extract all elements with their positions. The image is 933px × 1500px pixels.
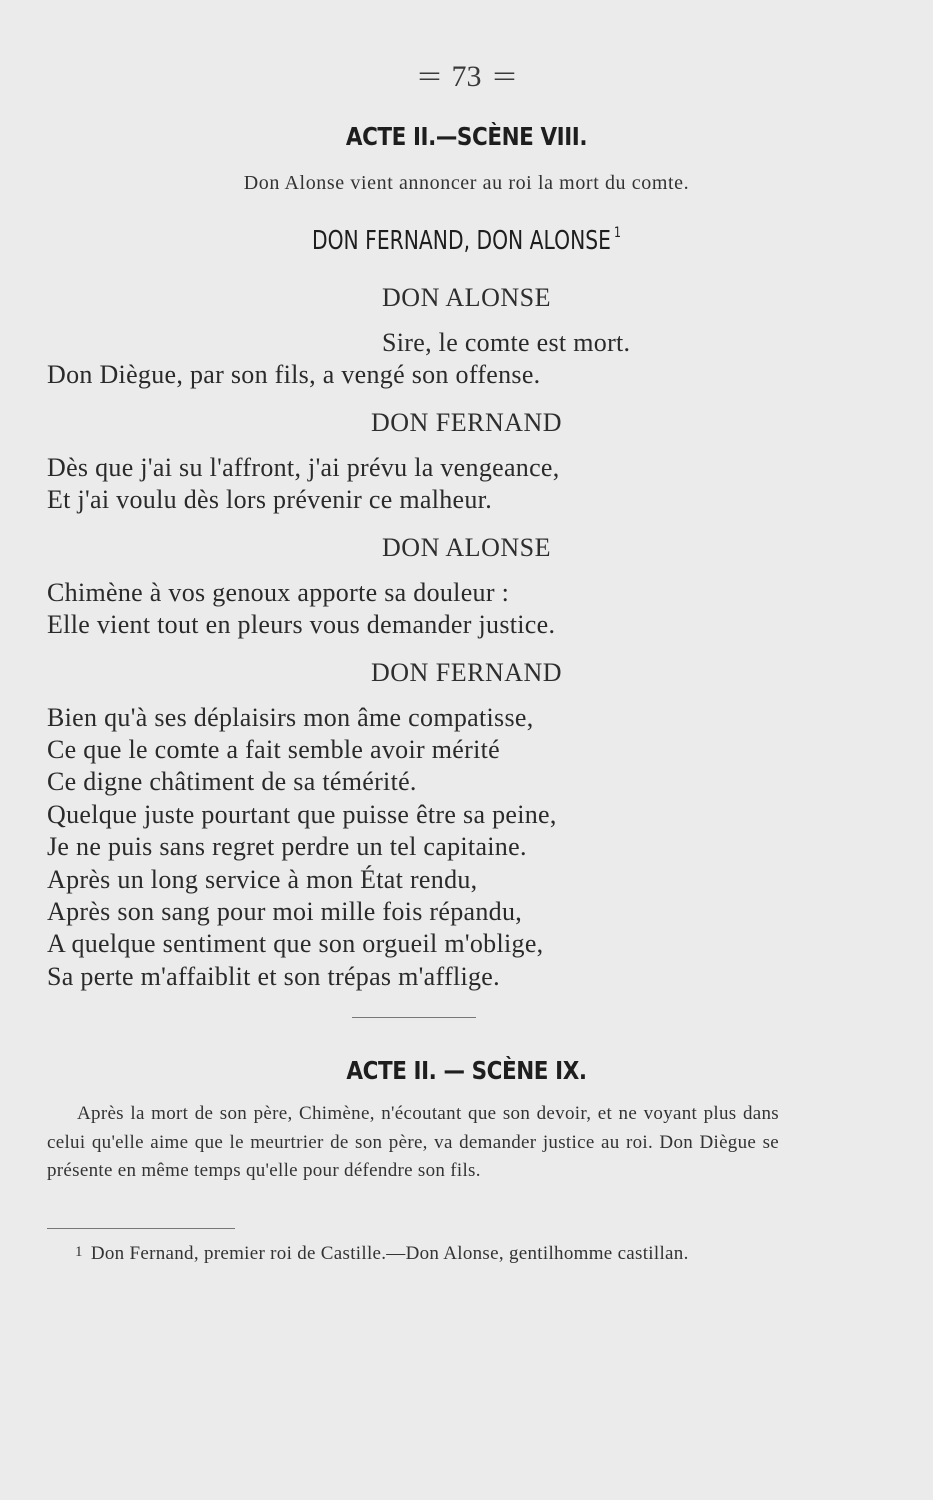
speaker-name: DON ALONSE [382, 283, 551, 312]
scene-9-heading: ACTE II. — SCÈNE IX. [346, 1056, 587, 1085]
page-number [0, 60, 933, 94]
verse-line: Je ne puis sans regret perdre un tel capitaine. [47, 832, 527, 861]
verse-line: Après son sang pour moi mille fois répandu, [47, 897, 523, 926]
section-divider [352, 1017, 476, 1018]
footnote-rule [47, 1228, 235, 1229]
verse-line: Après un long service à mon État rendu, [47, 865, 478, 894]
verse-line: Elle vient tout en pleurs vous demander justice. [47, 610, 556, 639]
speaker-name: DON FERNAND [370, 408, 563, 437]
verse-line: Ce que le comte a fait semble avoir mérité [47, 735, 500, 764]
page-number-ornament-right: = [492, 60, 516, 93]
scene-8-summary: Don Alonse vient annoncer au roi la mort du comte. [243, 172, 690, 194]
scene-8-heading: ACTE II.—SCÈNE VIII. [345, 122, 588, 151]
scene-8-cast [103, 225, 831, 256]
scene-9-summary: Après la mort de son père, Chimène, n'écoutant que son devoir, et ne voyant plus dans celui qu'elle aime que le meurtrier de son père, va demander justice au roi. Don Diègue se présente en même temps qu'elle pour défendre son fils. [47, 1103, 779, 1182]
verse-line: Et j'ai voulu dès lors prévenir ce malheur. [47, 485, 493, 514]
speaker-name: DON FERNAND [370, 658, 563, 687]
verse-line: Quelque juste pourtant que puisse être sa peine, [47, 800, 557, 829]
verse-line: Sa perte m'affaiblit et son trépas m'afflige. [47, 962, 500, 991]
cast-list: DON FERNAND, DON ALONSE [311, 226, 611, 256]
cast-footnote-marker: 1 [614, 225, 622, 241]
verse-line: Bien qu'à ses déplaisirs mon âme compatisse, [47, 703, 534, 732]
footnote [47, 1238, 779, 1268]
verse-line: Chimène à vos genoux apporte sa douleur : [47, 578, 510, 607]
footnote-marker: 1 [75, 1244, 83, 1260]
verse-line: Don Diègue, par son fils, a vengé son offense. [47, 360, 541, 389]
verse-line: A quelque sentiment que son orgueil m'oblige, [47, 929, 544, 958]
verse-line: Sire, le comte est mort. [382, 328, 631, 357]
footnote-text: Don Fernand, premier roi de Castille.—Don Alonse, gentilhomme castillan. [90, 1243, 689, 1264]
verse-line: Ce digne châtiment de sa témérité. [47, 767, 417, 796]
verse-line: Dès que j'ai su l'affront, j'ai prévu la vengeance, [47, 453, 560, 482]
page-number-ornament-left: = [417, 60, 441, 93]
page-number-value: 73 [451, 60, 482, 93]
speaker-name: DON ALONSE [382, 533, 551, 562]
